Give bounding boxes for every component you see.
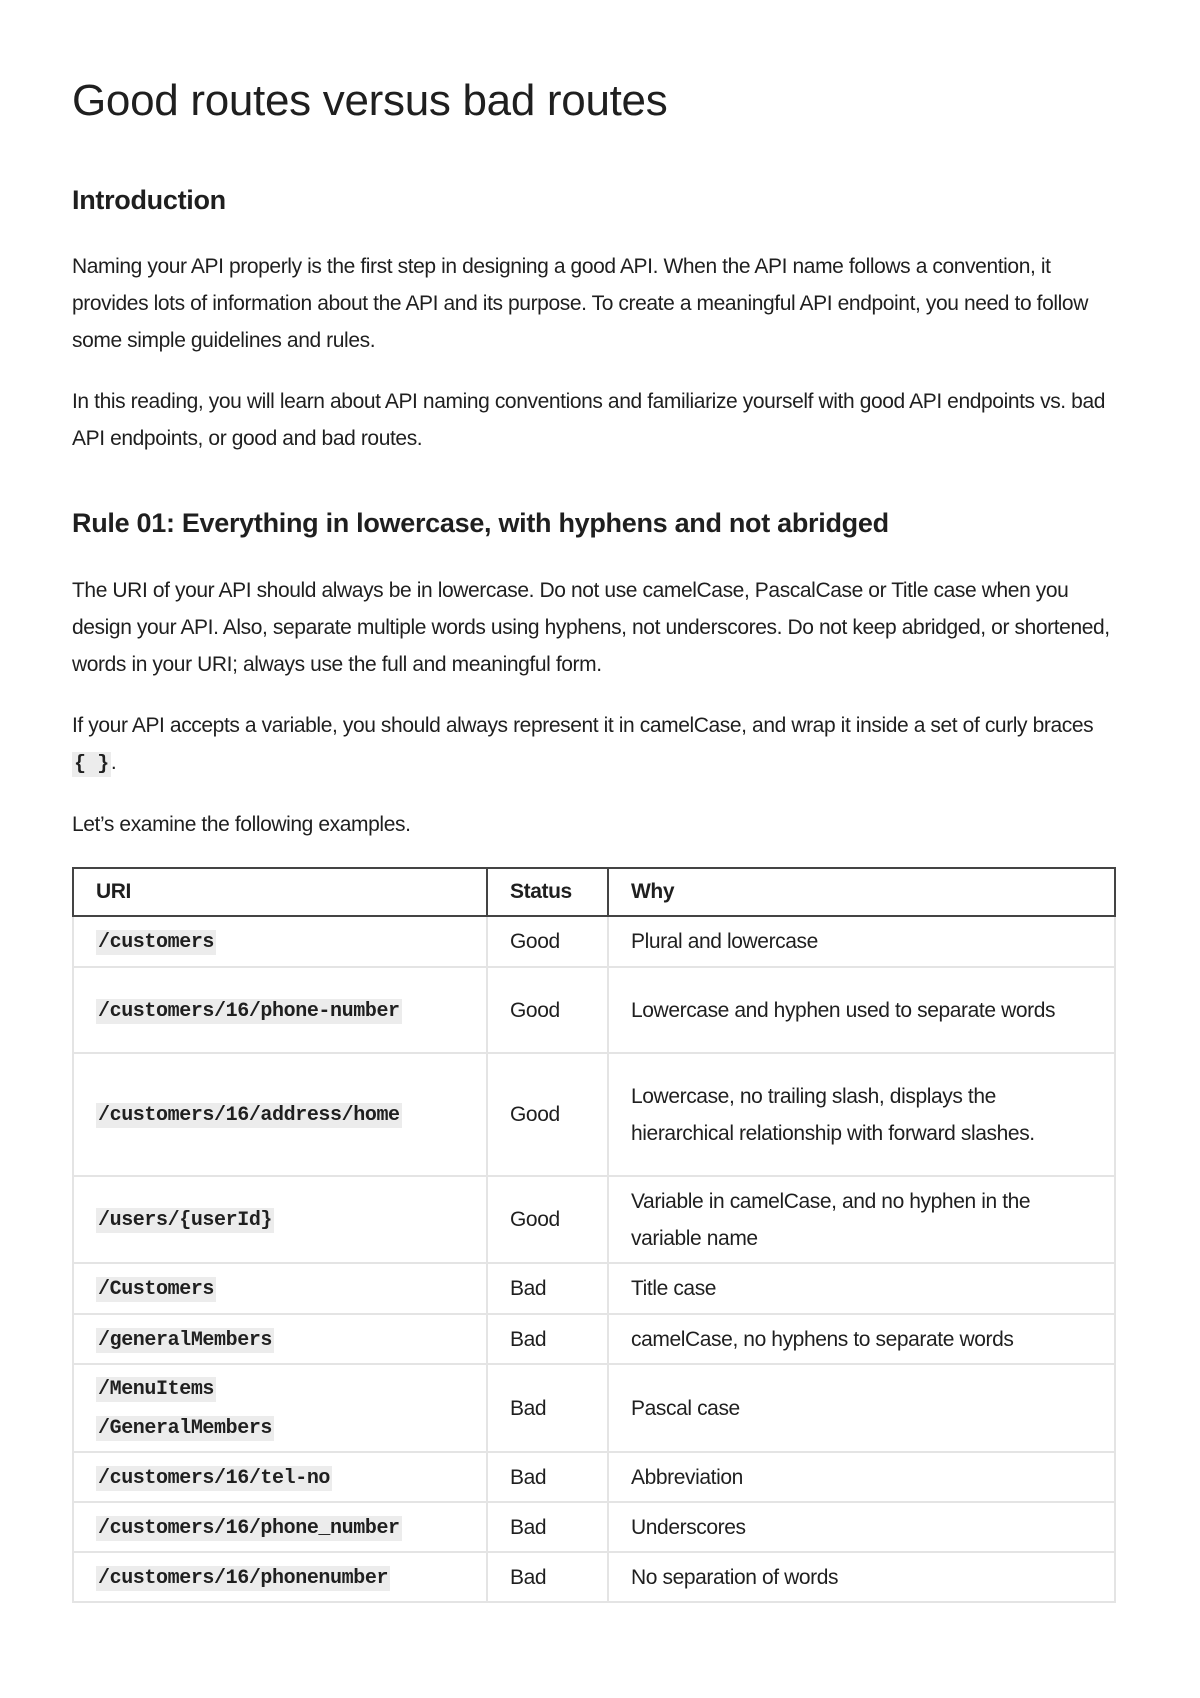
uri-code: /generalMembers bbox=[98, 1328, 273, 1352]
rule1-paragraph-1: The URI of your API should always be in lowercase. Do not use camelCase, PascalCase or Title case when you design your API. Also, separate multiple words using hyphens, not underscores. Do not keep abridged, or shortened, words in your URI; always use the full and meaningful form. bbox=[72, 579, 1110, 676]
why-cell: Underscores bbox=[608, 1502, 1115, 1552]
why-cell: Pascal case bbox=[608, 1364, 1115, 1452]
intro-paragraph-2: In this reading, you will learn about API naming conventions and familiarize yourself with good API endpoints vs. bad API endpoints, or good and bad routes. bbox=[72, 390, 1105, 450]
uri-cell bbox=[73, 967, 487, 1053]
rule1-paragraph-3: Let’s examine the following examples. bbox=[72, 813, 411, 836]
uri-code-part: /MenuItems bbox=[98, 1378, 215, 1401]
uri-code: /customers bbox=[98, 931, 215, 954]
status-cell: Bad bbox=[487, 1314, 608, 1364]
uri-code-part: /GeneralMembers bbox=[98, 1417, 273, 1440]
uri-cell bbox=[73, 1176, 487, 1263]
table-row bbox=[73, 1314, 1115, 1364]
status-cell: Good bbox=[487, 916, 608, 967]
status-cell: Bad bbox=[487, 1502, 608, 1552]
uri-cell bbox=[73, 1502, 487, 1552]
status-cell: Bad bbox=[487, 1364, 608, 1452]
why-cell: Variable in camelCase, and no hyphen in the variable name bbox=[608, 1176, 1115, 1263]
intro-paragraph-1: Naming your API properly is the first step in designing a good API. When the API name follows a convention, it provides lots of information about the API and its purpose. To create a meaningful API endpoint, you need to follow some simple guidelines and rules. bbox=[72, 255, 1088, 352]
status-cell: Good bbox=[487, 967, 608, 1053]
uri-cell bbox=[73, 1053, 487, 1176]
status-cell: Bad bbox=[487, 1552, 608, 1602]
table-row bbox=[73, 1053, 1115, 1176]
status-cell: Good bbox=[487, 1053, 608, 1176]
uri-cell bbox=[73, 1552, 487, 1602]
table-header-row bbox=[73, 868, 1115, 916]
uri-code: /customers/16/address/home bbox=[98, 1104, 400, 1127]
routes-table bbox=[72, 867, 1116, 1603]
text: If your API accepts a variable, you should always represent it in camelCase, and wrap it inside a set of curly braces bbox=[72, 714, 1094, 737]
header-why: Why bbox=[608, 868, 1115, 916]
table-row bbox=[73, 1176, 1115, 1263]
uri-cell bbox=[73, 916, 487, 967]
uri-code: /customers/16/tel-no bbox=[98, 1466, 331, 1490]
table-row bbox=[73, 1552, 1115, 1602]
header-status: Status bbox=[487, 868, 608, 916]
why-cell: Abbreviation bbox=[608, 1452, 1115, 1502]
inline-code: { } bbox=[74, 753, 109, 776]
uri-cell bbox=[73, 1452, 487, 1502]
table-row bbox=[73, 1263, 1115, 1314]
uri-cell bbox=[73, 1314, 487, 1364]
intro-heading: Introduction bbox=[72, 185, 226, 215]
page-title: Good routes versus bad routes bbox=[72, 76, 668, 125]
rule1-heading: Rule 01: Everything in lowercase, with hyphens and not abridged bbox=[72, 508, 889, 538]
text: . bbox=[110, 751, 117, 774]
status-cell: Bad bbox=[487, 1452, 608, 1502]
table-row bbox=[73, 1502, 1115, 1552]
table-row bbox=[73, 1452, 1115, 1502]
table-row bbox=[73, 967, 1115, 1053]
uri-code: /users/{userId} bbox=[98, 1209, 273, 1232]
header-uri: URI bbox=[73, 868, 487, 916]
uri-cell bbox=[73, 1263, 487, 1314]
status-cell: Good bbox=[487, 1176, 608, 1263]
uri-code: /customers/16/phone_number bbox=[98, 1516, 400, 1540]
why-cell: camelCase, no hyphens to separate words bbox=[608, 1314, 1115, 1364]
why-cell: Title case bbox=[608, 1263, 1115, 1314]
why-cell: Lowercase and hyphen used to separate words bbox=[608, 967, 1115, 1053]
uri-cell bbox=[73, 1364, 487, 1452]
table-row bbox=[73, 916, 1115, 967]
why-cell: No separation of words bbox=[608, 1552, 1115, 1602]
uri-code: /Customers bbox=[98, 1278, 215, 1301]
rule1-paragraph-2 bbox=[72, 707, 1112, 783]
uri-code: /customers/16/phone-number bbox=[98, 999, 400, 1023]
why-cell: Plural and lowercase bbox=[608, 916, 1115, 967]
why-cell: Lowercase, no trailing slash, displays the hierarchical relationship with forward slashes. bbox=[608, 1053, 1115, 1176]
uri-code: /customers/16/phonenumber bbox=[98, 1566, 389, 1590]
table-row bbox=[73, 1364, 1115, 1452]
status-cell: Bad bbox=[487, 1263, 608, 1314]
